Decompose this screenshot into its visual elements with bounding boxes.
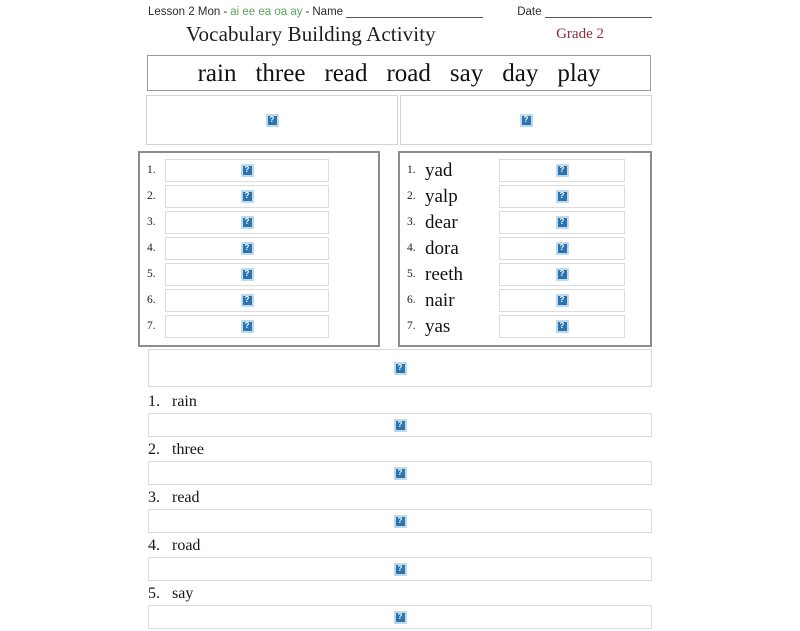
lesson-label: Lesson 2 Mon - [148,6,228,18]
name-label: Name [312,6,344,18]
scrambled-word: reeth [425,263,463,285]
sentence-word: read [172,489,200,506]
list-item [145,235,373,261]
list-item [145,157,373,183]
list-item [405,287,645,313]
grade-label: Grade 2 [556,26,604,42]
broken-image-icon [394,563,407,576]
title-row [148,22,652,48]
answer-cell[interactable] [165,185,329,208]
answer-cell[interactable] [165,159,329,182]
item-number: 7. [147,320,156,332]
answer-cell[interactable] [499,211,625,234]
list-item [145,209,373,235]
item-number: 2. [407,190,416,202]
answer-cell[interactable] [165,263,329,286]
answer-cell[interactable] [499,263,625,286]
item-number: 4. [148,537,160,554]
broken-image-icon [394,362,407,375]
item-number: 5. [407,268,416,280]
scramble-panel-right [398,151,652,347]
item-number: 6. [147,294,156,306]
broken-image-icon [394,467,407,480]
answer-cell[interactable] [499,159,625,182]
sentence-word: say [172,585,194,602]
sentence-label [148,583,652,605]
writing-box[interactable] [148,605,652,629]
item-number: 7. [407,320,416,332]
sentence-label [148,439,652,461]
answer-cell[interactable] [499,237,625,260]
list-item [148,535,652,581]
scrambled-word: nair [425,289,455,311]
broken-image-icon [556,216,569,229]
word-bank-word: play [557,59,601,87]
writing-box[interactable] [148,557,652,581]
sentence-word: three [172,441,204,458]
broken-image-icon [556,294,569,307]
list-item [145,313,373,339]
list-item [148,487,652,533]
item-number: 2. [148,441,160,458]
instruction-box-right [400,95,652,145]
sentence-list [148,391,652,631]
sentence-word: rain [172,393,197,410]
answer-cell[interactable] [499,315,625,338]
item-number: 5. [147,268,156,280]
word-bank-word: say [449,59,484,87]
broken-image-icon [556,190,569,203]
broken-image-icon [266,114,279,127]
broken-image-icon [241,164,254,177]
sentence-label [148,391,652,413]
item-number: 3. [407,216,416,228]
word-bank-word: three [255,59,306,87]
scrambled-word: yad [425,159,453,181]
instruction-box-sentences [148,349,652,387]
name-blank-line[interactable] [346,6,483,18]
broken-image-icon [394,611,407,624]
word-bank [147,55,651,91]
item-number: 4. [147,242,156,254]
instruction-box-left [146,95,398,145]
broken-image-icon [241,294,254,307]
list-item [405,209,645,235]
broken-image-icon [394,419,407,432]
scrambled-word: yalp [425,185,458,207]
header-separator: - [305,6,310,18]
sentence-label [148,487,652,509]
date-label: Date [517,6,542,18]
answer-cell[interactable] [499,185,625,208]
scrambled-word: dora [425,237,459,259]
word-bank-word: rain [197,59,237,87]
broken-image-icon [241,242,254,255]
item-number: 2. [147,190,156,202]
worksheet-header [148,2,652,18]
scramble-panel-left [138,151,380,347]
phonics-patterns: ai ee ea oa ay [230,6,303,18]
list-item [145,261,373,287]
sentence-label [148,535,652,557]
list-item [405,313,645,339]
page-title: Vocabulary Building Activity [186,22,436,46]
broken-image-icon [241,268,254,281]
answer-cell[interactable] [499,289,625,312]
item-number: 5. [148,585,160,602]
broken-image-icon [556,268,569,281]
list-item [405,157,645,183]
writing-box[interactable] [148,509,652,533]
broken-image-icon [241,190,254,203]
broken-image-icon [394,515,407,528]
word-bank-word: day [502,59,539,87]
writing-box[interactable] [148,413,652,437]
word-bank-words [198,61,601,86]
date-blank-line[interactable] [545,6,652,18]
answer-cell[interactable] [165,237,329,260]
writing-box[interactable] [148,461,652,485]
word-bank-word: read [324,59,368,87]
item-number: 3. [148,489,160,506]
answer-cell[interactable] [165,315,329,338]
sentence-word: road [172,537,201,554]
list-item [405,183,645,209]
item-number: 1. [147,164,156,176]
scrambled-word: yas [425,315,451,337]
item-number: 4. [407,242,416,254]
broken-image-icon [520,114,533,127]
list-item [148,391,652,437]
broken-image-icon [241,320,254,333]
broken-image-icon [556,164,569,177]
list-item [148,583,652,629]
list-item [145,183,373,209]
item-number: 1. [148,393,160,410]
list-item [405,235,645,261]
broken-image-icon [556,320,569,333]
broken-image-icon [556,242,569,255]
broken-image-icon [241,216,254,229]
answer-cell[interactable] [165,289,329,312]
item-number: 3. [147,216,156,228]
item-number: 6. [407,294,416,306]
answer-cell[interactable] [165,211,329,234]
word-bank-word: road [386,59,431,87]
item-number: 1. [407,164,416,176]
list-item [148,439,652,485]
list-item [405,261,645,287]
scrambled-word: dear [425,211,458,233]
list-item [145,287,373,313]
